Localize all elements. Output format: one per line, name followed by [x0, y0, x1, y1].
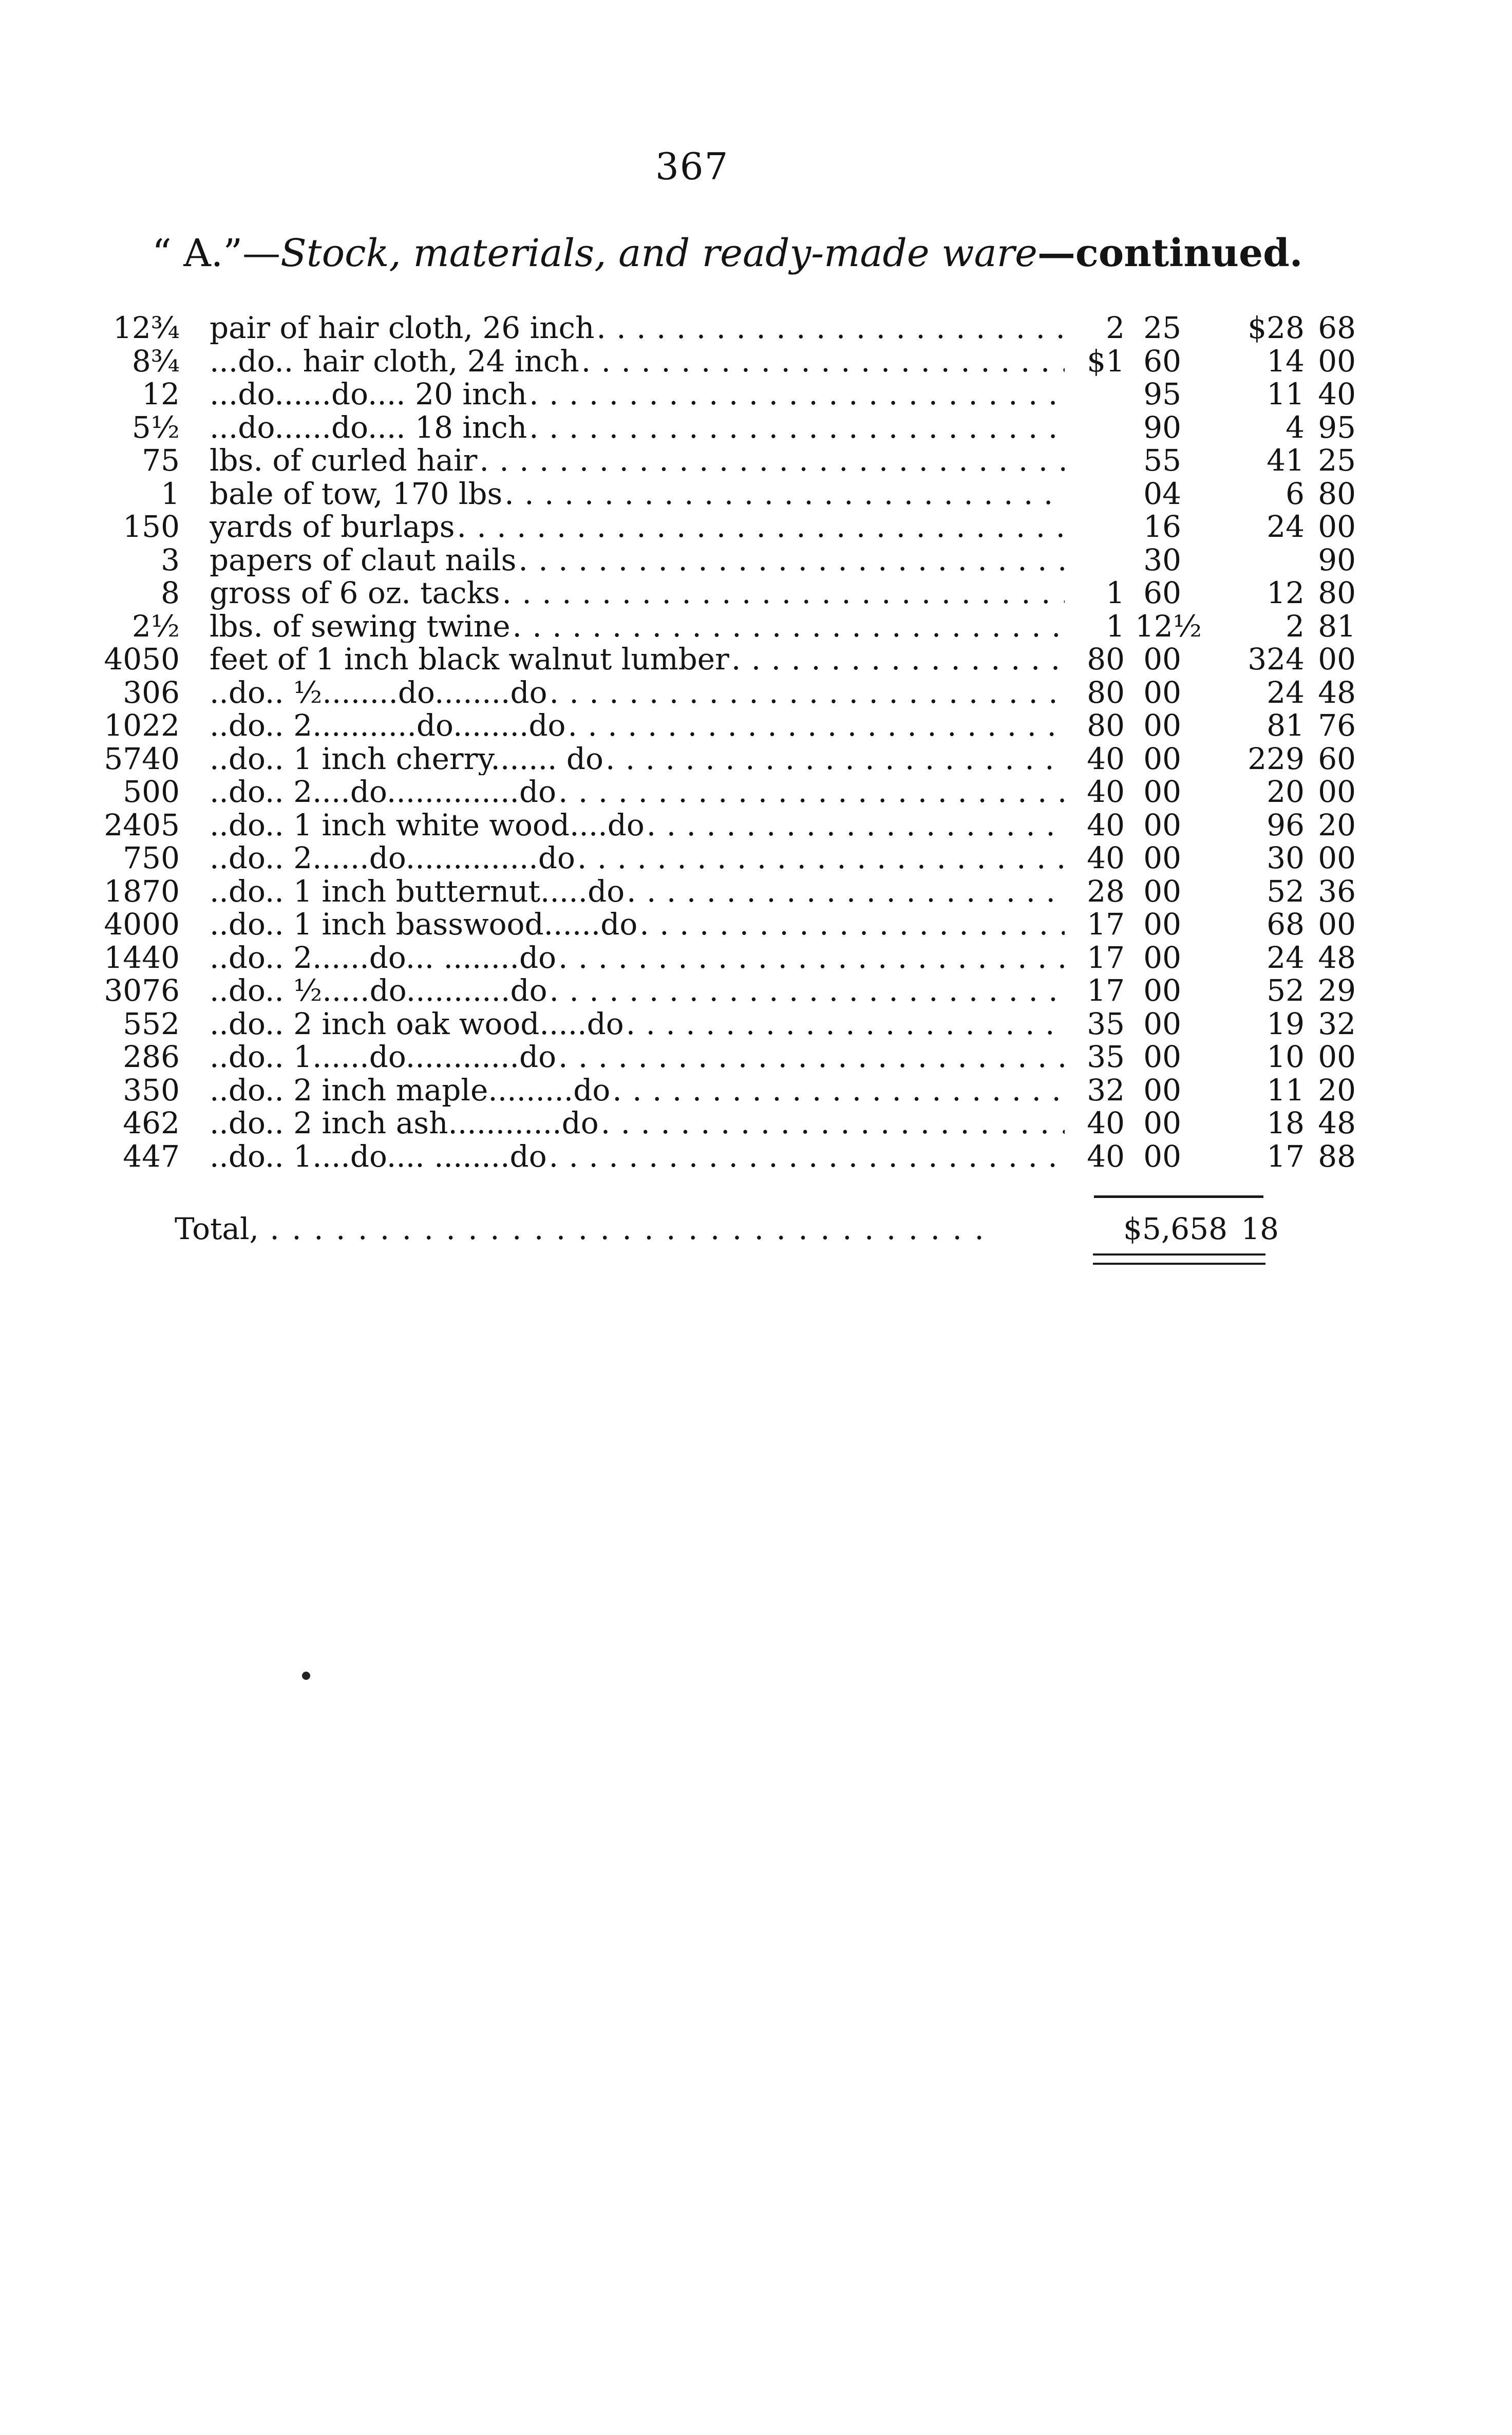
row-quantity: 75: [142, 443, 180, 478]
ledger-row: [77, 1006, 1356, 1041]
row-description: [210, 378, 1065, 411]
row-quantity: 2405: [104, 807, 180, 842]
row-price-dollars: 40: [1087, 1106, 1125, 1140]
row-price-cents: 90: [1143, 409, 1181, 445]
total-amount-dollars: $5,658: [1123, 1211, 1227, 1246]
row-quantity: 1: [161, 476, 180, 511]
row-amount-dollars: 19: [1267, 1006, 1305, 1041]
row-price-cents: 60: [1143, 343, 1181, 379]
row-amount-dollars: 17: [1267, 1138, 1305, 1174]
row-amount-dollars: 18: [1267, 1106, 1305, 1140]
row-amount-dollars: 30: [1267, 840, 1305, 875]
row-amount-dollars: 11: [1267, 377, 1305, 411]
row-price-dollars: 17: [1087, 907, 1125, 942]
row-description: [210, 610, 1065, 643]
row-amount-cents: 00: [1318, 840, 1356, 875]
ledger-row: [77, 1039, 1356, 1074]
row-price-dollars: $1: [1087, 343, 1125, 379]
row-amount-dollars: 52: [1267, 973, 1305, 1008]
row-price-cents: 55: [1143, 443, 1181, 478]
row-amount-cents: 00: [1318, 1039, 1356, 1074]
row-description: [210, 345, 1065, 378]
row-amount-cents: 36: [1318, 873, 1356, 909]
row-description-text: ..do.. 1 inch cherry....... do: [210, 742, 606, 776]
row-price-dollars: 80: [1087, 675, 1125, 710]
row-description: [210, 941, 1065, 975]
ledger-row: [77, 973, 1356, 1008]
row-amount-dollars: 229: [1248, 741, 1305, 776]
ledger-row: [77, 476, 1356, 511]
row-description-text: ...do......do.... 20 inch: [210, 378, 529, 411]
row-price-cents: 00: [1143, 774, 1181, 809]
row-amount-dollars: 52: [1267, 873, 1305, 909]
row-price-dollars: 32: [1087, 1072, 1125, 1108]
row-description: [210, 809, 1065, 842]
row-amount-dollars: 81: [1267, 708, 1305, 743]
total-row: [175, 1211, 1284, 1247]
ledger-row: [77, 310, 1356, 345]
ledger-table: [77, 310, 1356, 1174]
row-description-text: ..do.. ½........do........do: [210, 676, 549, 709]
row-amount-dollars: 6: [1286, 476, 1305, 511]
ledger-row: [77, 840, 1356, 875]
row-description-text: ..do.. 2......do..............do: [210, 841, 577, 875]
row-amount-dollars: $28: [1248, 310, 1305, 345]
row-price-dollars: 80: [1087, 708, 1125, 743]
row-amount-cents: 95: [1318, 409, 1356, 445]
row-description: [210, 411, 1065, 444]
row-amount-cents: 00: [1318, 642, 1356, 677]
row-description-text: ...do......do.... 18 inch: [210, 411, 529, 444]
row-quantity: 5½: [131, 409, 180, 445]
ledger-row: [77, 575, 1356, 610]
row-description: [210, 974, 1065, 1007]
row-quantity: 750: [123, 840, 180, 875]
row-price-dollars: 40: [1087, 840, 1125, 875]
row-amount-dollars: 12: [1267, 575, 1305, 610]
row-price-cents: 30: [1143, 542, 1181, 577]
row-amount-cents: 88: [1318, 1138, 1356, 1174]
row-description: [210, 311, 1065, 345]
row-amount-dollars: 20: [1267, 774, 1305, 809]
ledger-row: [77, 377, 1356, 411]
row-description: [210, 444, 1065, 477]
page-heading: [152, 231, 1303, 275]
ledger-row: [77, 1072, 1356, 1108]
row-price-cents: 00: [1143, 1006, 1181, 1041]
row-price-dollars: 17: [1087, 940, 1125, 975]
row-price-cents: 00: [1143, 1138, 1181, 1174]
row-price-cents: 00: [1143, 642, 1181, 677]
row-amount-cents: 00: [1318, 509, 1356, 544]
row-description: [210, 875, 1065, 908]
row-quantity: 1870: [104, 873, 180, 909]
row-price-cents: 00: [1143, 840, 1181, 875]
row-price-cents: 16: [1143, 509, 1181, 544]
ledger-row: [77, 940, 1356, 975]
row-quantity: 1440: [104, 940, 180, 975]
row-price-cents: 00: [1143, 1072, 1181, 1108]
row-description-text: ..do.. 2....do..............do: [210, 775, 558, 809]
row-description: [210, 1007, 1065, 1041]
row-price-cents: 00: [1143, 1039, 1181, 1074]
ledger-row: [77, 642, 1356, 677]
row-description-text: ..do.. 1 inch white wood....do: [210, 809, 647, 842]
row-amount-dollars: 68: [1267, 907, 1305, 942]
row-amount-dollars: 11: [1267, 1072, 1305, 1108]
row-price-dollars: 1: [1106, 608, 1125, 644]
row-description: [210, 742, 1065, 776]
row-amount-cents: 80: [1318, 575, 1356, 610]
row-amount-cents: 29: [1318, 973, 1356, 1008]
row-price-cents: 00: [1143, 675, 1181, 710]
row-amount-cents: 90: [1318, 542, 1356, 577]
row-amount-cents: 81: [1318, 608, 1356, 644]
ledger-row: [77, 1138, 1356, 1174]
row-quantity: 552: [123, 1006, 180, 1041]
row-description-text: ..do.. 1 inch butternut.....do: [210, 875, 627, 908]
page-number: 367: [655, 145, 729, 188]
row-price-cents: 00: [1143, 907, 1181, 942]
row-description: [210, 477, 1065, 511]
row-description: [210, 1074, 1065, 1107]
row-price-dollars: 1: [1106, 575, 1125, 610]
row-description-text: lbs. of curled hair: [210, 444, 479, 477]
row-price-dollars: 35: [1087, 1039, 1125, 1074]
row-price-dollars: 40: [1087, 1138, 1125, 1174]
row-description-text: ..do.. 1......do............do: [210, 1040, 558, 1074]
row-amount-dollars: 2: [1286, 608, 1305, 644]
row-price-cents: 25: [1143, 310, 1181, 345]
ledger-row: [77, 509, 1356, 544]
ledger-row: [77, 542, 1356, 577]
row-amount-cents: 60: [1318, 741, 1356, 776]
row-amount-cents: 48: [1318, 1106, 1356, 1140]
row-description: [210, 709, 1065, 742]
row-description-text: pair of hair cloth, 26 inch: [210, 311, 596, 345]
row-quantity: 3: [161, 542, 180, 577]
row-description-text: feet of 1 inch black walnut lumber: [210, 643, 731, 676]
row-amount-cents: 48: [1318, 675, 1356, 710]
heading-suffix: —continued.: [1037, 231, 1303, 275]
row-quantity: 462: [123, 1106, 180, 1140]
row-description-text: yards of burlaps: [210, 510, 457, 544]
total-label: Total, . . .: [175, 1211, 996, 1246]
ledger-row: [77, 741, 1356, 776]
row-amount-cents: 00: [1318, 774, 1356, 809]
row-quantity: 306: [123, 675, 180, 710]
row-price-cents: 60: [1143, 575, 1181, 610]
row-quantity: 2½: [131, 608, 180, 644]
row-description-text: bale of tow, 170 lbs: [210, 477, 504, 511]
row-description: [210, 1107, 1065, 1140]
row-amount-dollars: 14: [1267, 343, 1305, 379]
ink-speck: [302, 1672, 310, 1680]
row-price-cents: 04: [1143, 476, 1181, 511]
row-amount-cents: 40: [1318, 377, 1356, 411]
row-quantity: 5740: [104, 741, 180, 776]
row-description: [210, 510, 1065, 544]
row-description: [210, 775, 1065, 809]
row-quantity: 12¾: [112, 310, 180, 345]
total-double-rule-bottom: [1093, 1263, 1265, 1265]
row-description-text: ..do.. 2......do... ........do: [210, 941, 558, 975]
row-quantity: 8: [161, 575, 180, 610]
row-description-text: ...do.. hair cloth, 24 inch: [210, 345, 581, 378]
row-description-text: ..do.. ½.....do...........do: [210, 974, 549, 1007]
heading-prefix: “ A.”—: [152, 231, 281, 275]
row-quantity: 8¾: [131, 343, 180, 379]
row-price-cents: 95: [1143, 377, 1181, 411]
ledger-row: [77, 708, 1356, 743]
row-price-dollars: 17: [1087, 973, 1125, 1008]
row-description: [210, 1040, 1065, 1074]
row-amount-dollars: 96: [1267, 807, 1305, 842]
ledger-row: [77, 1106, 1356, 1140]
row-description: [210, 1140, 1065, 1173]
row-price-dollars: 28: [1087, 873, 1125, 909]
row-amount-cents: 32: [1318, 1006, 1356, 1041]
row-price-cents: 00: [1143, 973, 1181, 1008]
row-price-dollars: 40: [1087, 807, 1125, 842]
row-amount-cents: 48: [1318, 940, 1356, 975]
row-description: [210, 676, 1065, 709]
row-amount-cents: 20: [1318, 1072, 1356, 1108]
row-amount-cents: 25: [1318, 443, 1356, 478]
row-amount-cents: 00: [1318, 907, 1356, 942]
ledger-row: [77, 807, 1356, 842]
row-description-text: ..do.. 2...........do........do: [210, 709, 568, 742]
row-description: [210, 841, 1065, 875]
row-quantity: 4000: [104, 907, 180, 942]
row-description-text: lbs. of sewing twine: [210, 610, 513, 643]
ledger-row: [77, 774, 1356, 809]
row-quantity: 3076: [104, 973, 180, 1008]
row-description-text: ..do.. 2 inch maple.........do: [210, 1074, 612, 1107]
row-price-dollars: 2: [1106, 310, 1125, 345]
row-price-cents: 00: [1143, 1106, 1181, 1140]
row-amount-dollars: 41: [1267, 443, 1305, 478]
row-price-cents: 00: [1143, 940, 1181, 975]
ledger-row: [77, 443, 1356, 478]
row-price-dollars: 35: [1087, 1006, 1125, 1041]
row-quantity: 500: [123, 774, 180, 809]
total-double-rule-top: [1093, 1253, 1265, 1256]
row-price-dollars: 40: [1087, 741, 1125, 776]
row-description: [210, 544, 1065, 577]
row-amount-cents: 76: [1318, 708, 1356, 743]
row-amount-dollars: 24: [1267, 509, 1305, 544]
row-quantity: 12: [142, 377, 180, 411]
row-amount-dollars: 324: [1248, 642, 1305, 677]
ledger-row: [77, 907, 1356, 942]
row-amount-dollars: 10: [1267, 1039, 1305, 1074]
ledger-row: [77, 675, 1356, 710]
row-description-text: ..do.. 1....do.... ........do: [210, 1140, 549, 1173]
row-amount-dollars: 24: [1267, 940, 1305, 975]
row-price-cents: 00: [1143, 708, 1181, 743]
row-quantity: 286: [123, 1039, 180, 1074]
row-price-cents: 00: [1143, 873, 1181, 909]
row-price-cents: 12½: [1135, 608, 1202, 644]
row-price-dollars: 40: [1087, 774, 1125, 809]
subtotal-rule: [1094, 1195, 1263, 1198]
row-price-dollars: 80: [1087, 642, 1125, 677]
row-amount-cents: 00: [1318, 343, 1356, 379]
row-description-text: papers of claut nails: [210, 544, 518, 577]
ledger-row: [77, 343, 1356, 379]
row-amount-dollars: 4: [1286, 409, 1305, 445]
row-description-text: ..do.. 2 inch oak wood.....do: [210, 1007, 626, 1041]
row-quantity: 350: [123, 1072, 180, 1108]
total-amount-cents: 18: [1241, 1211, 1279, 1246]
row-price-cents: 00: [1143, 741, 1181, 776]
row-quantity: 447: [123, 1138, 180, 1174]
row-price-cents: 00: [1143, 807, 1181, 842]
row-description: [210, 643, 1065, 676]
row-description: [210, 576, 1065, 610]
row-description-text: gross of 6 oz. tacks: [210, 576, 502, 610]
row-description-text: ..do.. 2 inch ash............do: [210, 1107, 601, 1140]
heading-italic-title: Stock, materials, and ready-made ware: [280, 231, 1037, 275]
row-quantity: 150: [123, 509, 180, 544]
row-amount-cents: 68: [1318, 310, 1356, 345]
ledger-row: [77, 409, 1356, 445]
row-description: [210, 908, 1065, 941]
row-amount-cents: 20: [1318, 807, 1356, 842]
ledger-row: [77, 608, 1356, 644]
row-amount-cents: 80: [1318, 476, 1356, 511]
ledger-row: [77, 873, 1356, 909]
row-quantity: 4050: [104, 642, 180, 677]
row-description-text: ..do.. 1 inch basswood......do: [210, 908, 639, 941]
row-amount-dollars: 24: [1267, 675, 1305, 710]
row-quantity: 1022: [104, 708, 180, 743]
